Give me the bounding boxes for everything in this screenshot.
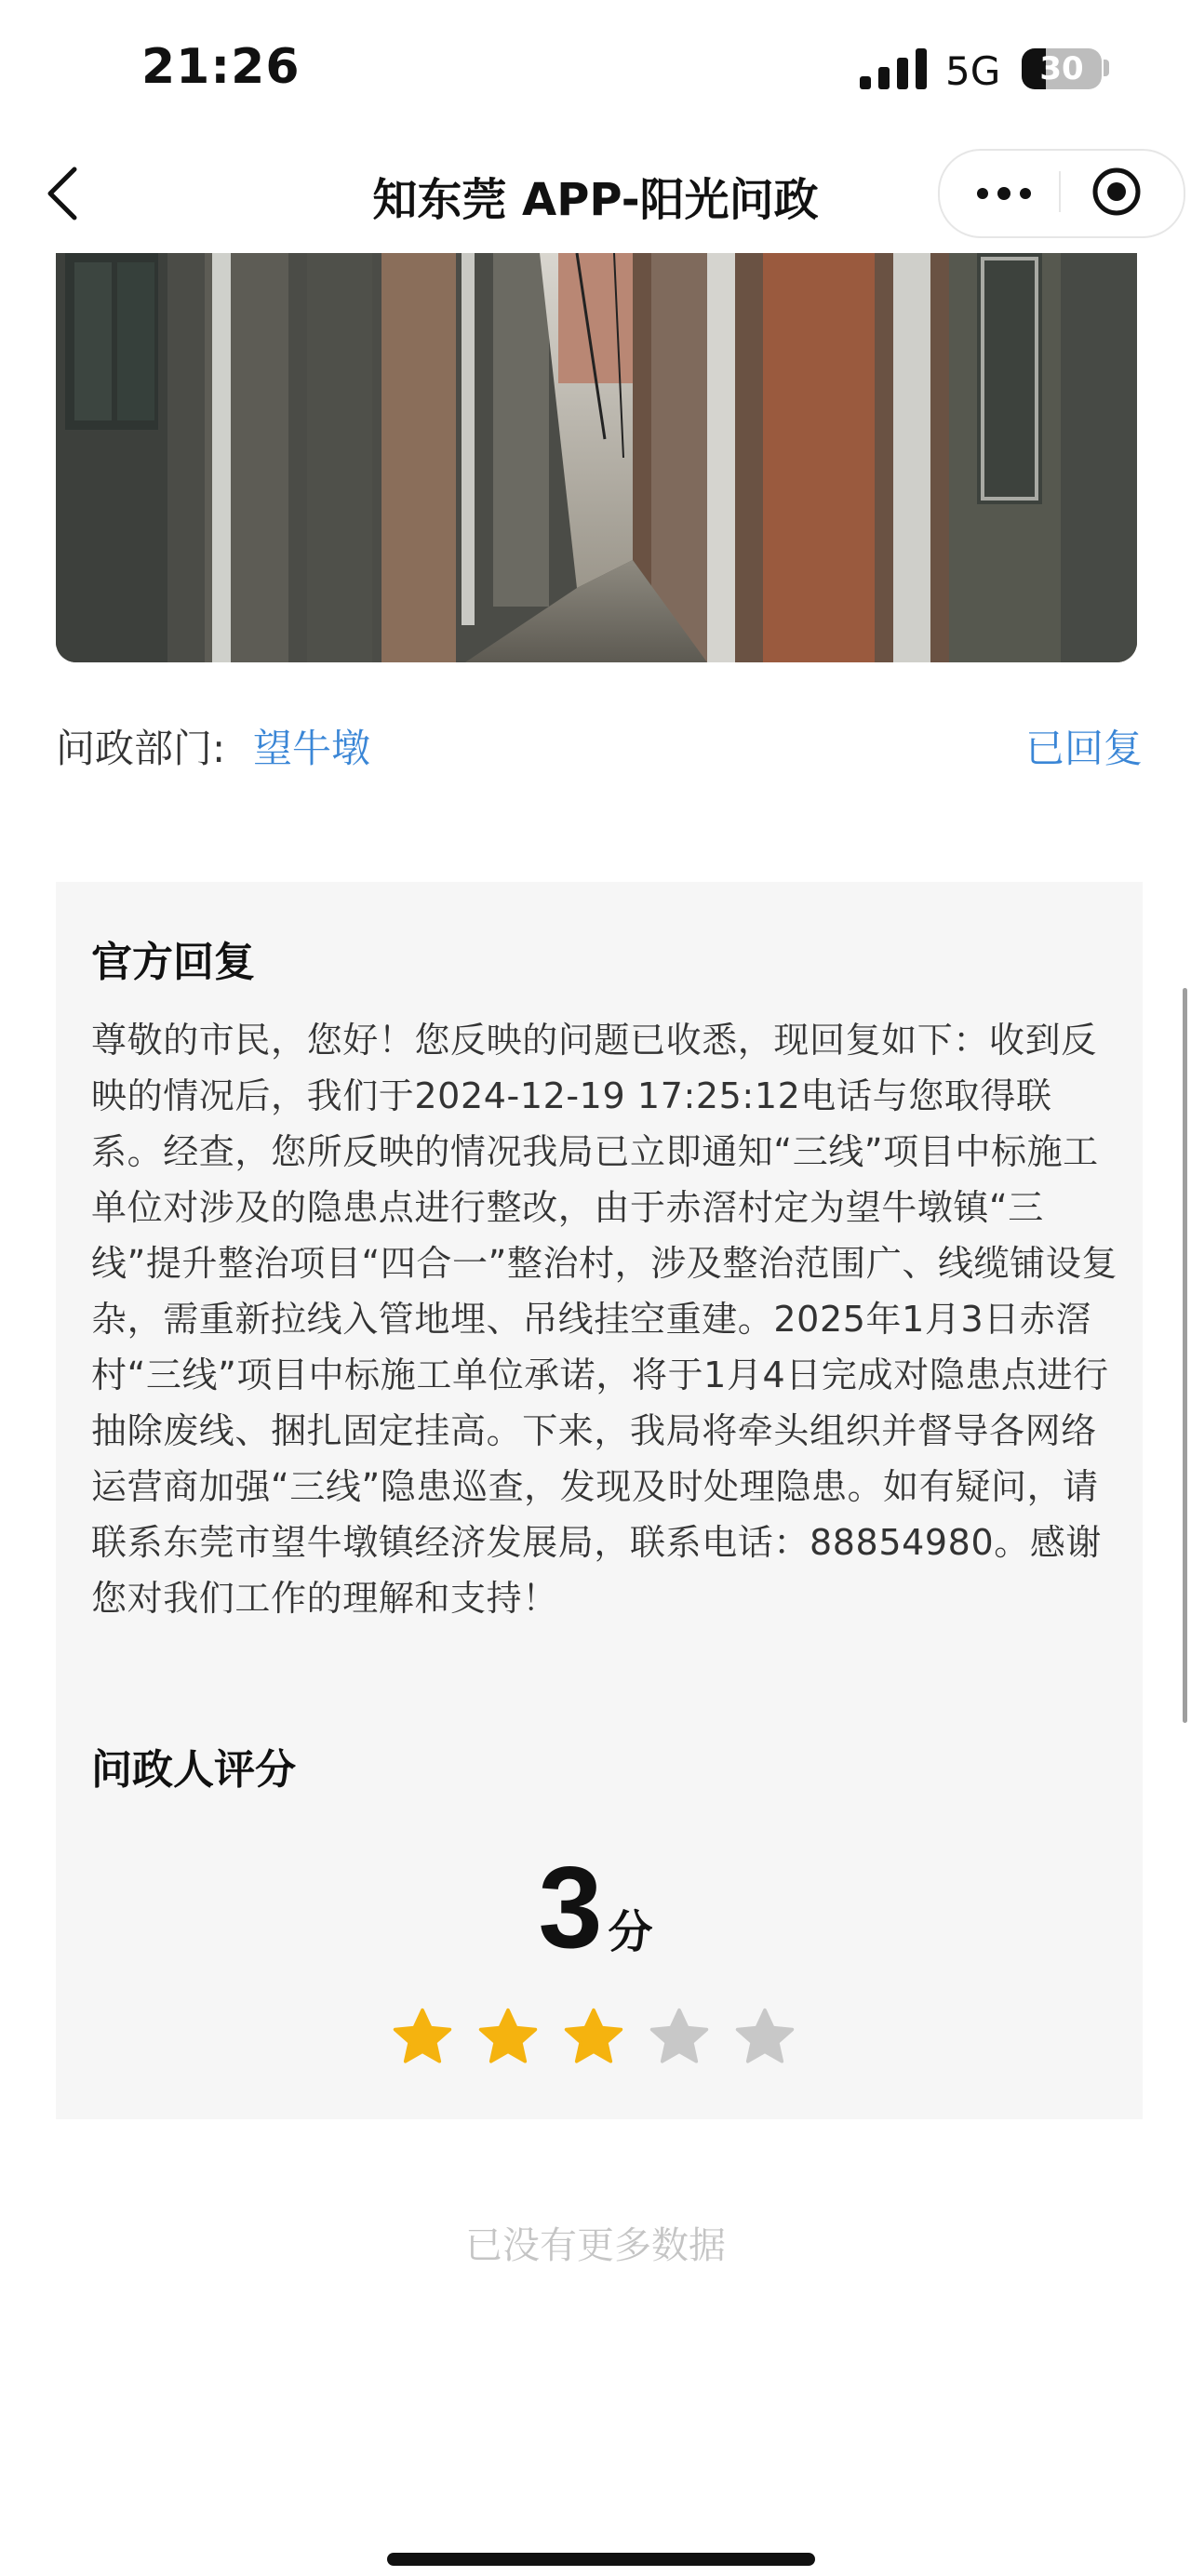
more-dot bbox=[997, 187, 1010, 200]
battery-icon bbox=[1022, 48, 1102, 89]
home-indicator[interactable] bbox=[387, 2553, 815, 2566]
alley-photo bbox=[56, 253, 1137, 662]
star-empty-icon bbox=[646, 2004, 713, 2071]
cellular-signal-icon bbox=[860, 48, 927, 89]
close-button[interactable] bbox=[1091, 166, 1143, 218]
no-more-data: 已没有更多数据 bbox=[465, 2224, 726, 2267]
star-filled-icon bbox=[389, 2004, 456, 2071]
status-time: 21:26 bbox=[141, 39, 301, 95]
back-button[interactable] bbox=[37, 160, 93, 225]
official-reply-body: 尊敬的市民，您好！您反映的问题已收悉，现回复如下：收到反映的情况后，我们于2024-12-19 17:25:12电话与您取得联系。经查，您所反映的情况我局已立即通知“三线”项目中标施工单位对涉及的隐患点进行整改，由于赤滘村定为望牛墩镇“三线”提升整治项目“四合一”整治村，涉及整治范围广、线缆铺设复杂，需重新拉线入管地埋、吊线挂空重建。2025年1月3日赤滘村“三线”项目中标施工单位承诺，将于1月4日完成对隐患点进行抽除废线、捆扎固定挂高。下来，我局将牵头组织并督导各网络运营商加强“三线”隐患巡查，发现及时处理隐患。如有疑问，请联系东莞市望牛墩镇经济发展局，联系电话：88854980。感谢您对我们工作的理解和支持！ bbox=[91, 1020, 1118, 1619]
battery-level: 30 bbox=[1039, 50, 1084, 87]
star-rating bbox=[389, 2004, 817, 2078]
capsule-divider bbox=[1059, 171, 1061, 212]
more-button[interactable] bbox=[968, 164, 1038, 220]
rating-title: 问政人评分 bbox=[91, 1746, 296, 1794]
close-circle-icon bbox=[1091, 166, 1143, 218]
official-reply-title: 官方回复 bbox=[91, 939, 255, 986]
battery-cap bbox=[1104, 60, 1109, 76]
department-link[interactable]: 望牛墩 bbox=[253, 726, 371, 771]
star-filled-icon bbox=[560, 2004, 627, 2071]
star-empty-icon bbox=[731, 2004, 798, 2071]
more-dots-icon bbox=[977, 188, 988, 199]
page-title: 知东莞 APP-阳光问政 bbox=[372, 174, 819, 226]
chevron-left-icon bbox=[37, 160, 93, 225]
more-dot bbox=[1020, 188, 1031, 199]
score-number: 3 bbox=[538, 1844, 603, 1972]
alley-photo-image bbox=[56, 253, 1137, 662]
scrollbar[interactable] bbox=[1183, 988, 1187, 1723]
score-unit: 分 bbox=[608, 1906, 653, 1958]
reply-status-badge: 已回复 bbox=[1024, 726, 1143, 771]
rating-score bbox=[0, 1842, 1191, 1974]
star-filled-icon bbox=[475, 2004, 542, 2071]
department-label: 问政部门: bbox=[56, 726, 226, 771]
network-type: 5G bbox=[945, 48, 1001, 94]
